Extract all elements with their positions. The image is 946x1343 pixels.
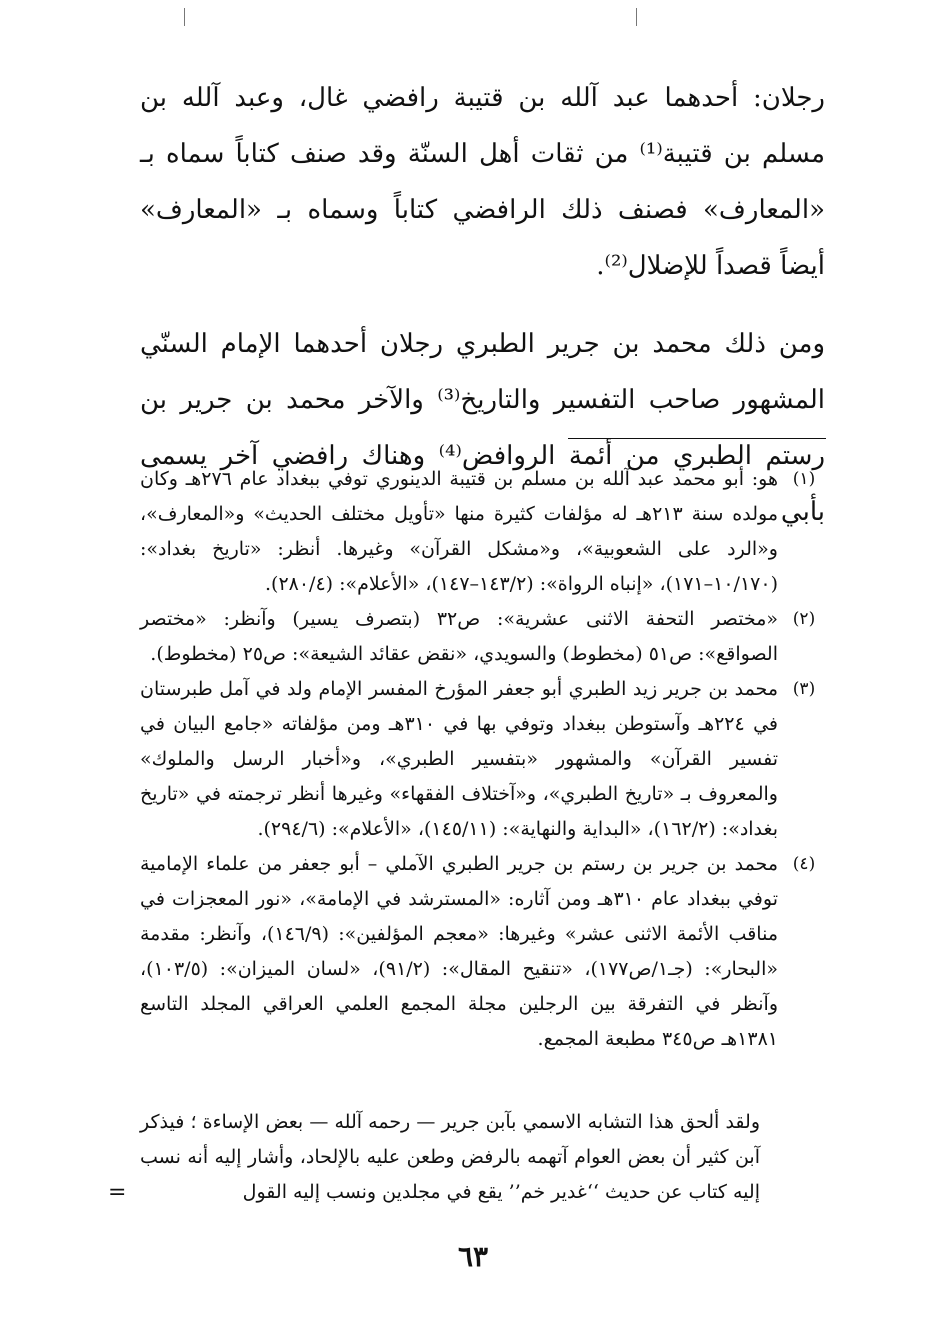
footnote-separator [568,438,826,439]
continuation-mark: = [108,1180,127,1205]
footnote-text: محمد بن جرير بن رستم بن جرير الطبري الآملي – أبو جعفر من علماء الإمامية توفي ببغداد عام ٣١٠هـ ومن آثاره: «المسترشد في الإمامة»، «نور المعجزات في مناقب الأئمة الاثنى عشر» وغيرها: «معجم المؤلفين»: (١٤٦/٩)، وآنظر: مقدمة «البحار»: (جـ١/ص١٧٧)، «تنقيح المقال»: (٩١/٢)، «لسان الميزان»: (١٠٣/٥)، وآنظر في التفرقة بين الرجلين مجلة المجمع العلمي العراقي المجلد التاسع ١٣٨١هـ ص٣٤٥ مطبعة المجمع. [140,853,778,1050]
footnote-text: «مختصر التحفة الاثنى عشرية»: ص٣٢ (بتصرف يسير) وآنظر: «مختصر الصواقع»: ص٥١ (مخطوط) والسويدي، «نقض عقائد الشيعة»: ص٢٥ (مخطوط). [140,608,779,665]
footnote-number: (٢) [792,609,816,629]
footnote [140,602,830,672]
footnotes [140,462,830,1057]
main-paragraph: رجلان: أحدهما عبد آلله بن قتيبة رافضي غال، وعبد آلله بن مسلم بن قتيبة⁽¹⁾ من ثقات أهل السنّة وقد صنف كتاباً سماه بـ «المعارف» فصنف ذلك الرافضي كتاباً وسماه بـ «المعارف» أيضاً قصداً للإضلال⁽²⁾. [140,83,825,281]
footnote [140,462,830,602]
footnote-number: (١) [792,469,816,489]
footnote-text: محمد بن جرير زيد الطبري أبو جعفر المؤرخ المفسر الإمام ولد في آمل طبرستان في ٢٢٤هـ وآستوطن ببغداد وتوفي بها في ٣١٠هـ ومن مؤلفاته «جامع البيان في تفسير القرآن» والمشهور «بتفسير الطبري»، و«أخبار الرسل والملوك» والمعروف بـ «تاريخ الطبري»، و«آختلاف الفقهاء» وغيرها أنظر ترجمته في «تاريخ بغداد»: (١٦٢/٢)، «البداية والنهاية»: (١٤٥/١١)، «الأعلام»: (٢٩٤/٦). [140,678,778,840]
top-margin-tick [636,8,637,26]
footnote [140,672,830,847]
footnote [140,847,830,1057]
page-number: ٦٣ [457,1240,489,1273]
main-paragraph: ومن ذلك محمد بن جرير الطبري رجلان أحدهما الإمام السنّي المشهور صاحب التفسير والتاريخ⁽³⁾ والآخر محمد بن جرير بن رستم الطبري من أئمة الروافض⁽⁴⁾ وهناك رافضي آخر يسمى بأبي [140,329,826,527]
footnote-number: (٤) [792,854,816,874]
footnote-number: (٣) [792,679,816,699]
footnote-text: هو: أبو محمد عبد آلله بن مسلم بن قتيبة الدينوري توفي ببغداد عام ٢٧٦هـ وكان مولده سنة ٢١٣هـ له مؤلفات كثيرة منها «تأويل مختلف الحديث» و«المعارف»، و«الرد على الشعوبية»، و«مشكل القرآن» وغيرها. أنظر: «تاريخ بغداد»: (١٠/١٧٠–١٧١)، «إنباه الرواة»: (١٤٣/٢–١٤٧)، «الأعلام»: (٢٨٠/٤). [140,468,778,595]
footnote-continuation: ولقد ألحق هذا التشابه الاسمي بآبن جرير — رحمه آلله — بعض الإساءة ؛ فيذكر آبن كثير أن بعض العوام آتهمه بالرفض وطعن عليه بالإلحاد، وأشار إليه أنه نسب إليه كتاب عن حديث ‘‘غدير خم’’ يقع في مجلدين ونسب إليه القول [140,1111,760,1203]
top-margin-tick [184,8,185,26]
